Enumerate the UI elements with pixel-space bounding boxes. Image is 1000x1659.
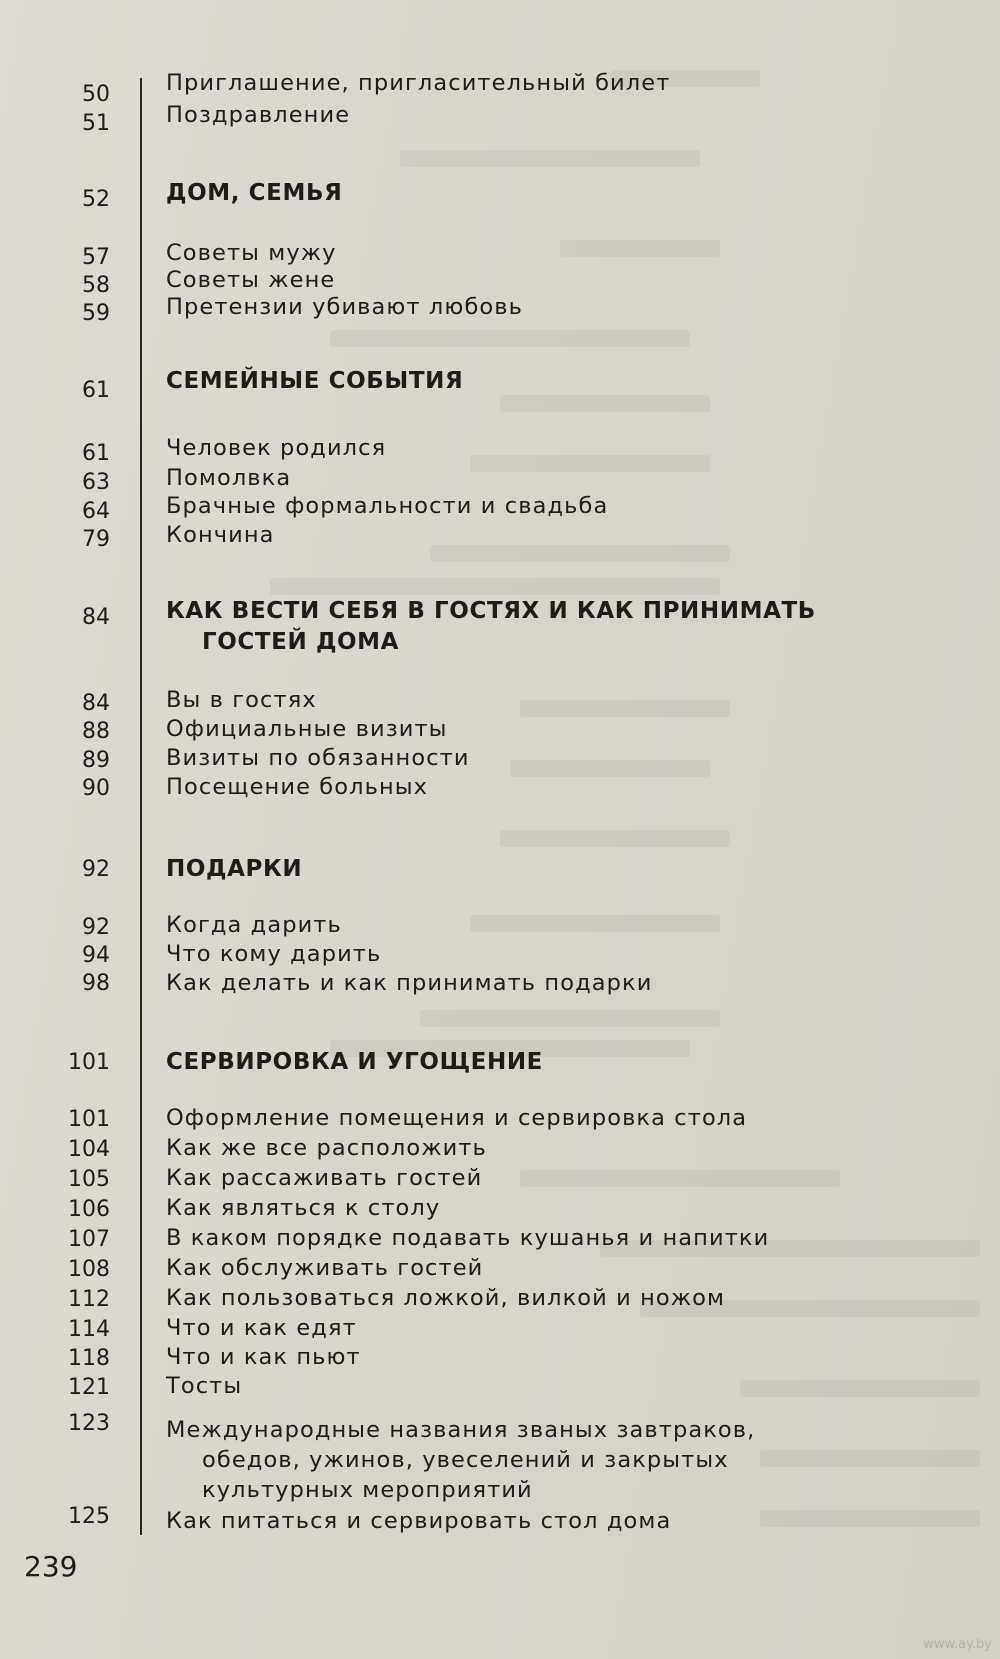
toc-section-heading: СЕМЕЙНЫЕ СОБЫТИЯ bbox=[166, 368, 464, 394]
page-ref: 105 bbox=[68, 1167, 110, 1192]
page-ref: 52 bbox=[82, 187, 110, 212]
page-ref: 114 bbox=[68, 1317, 110, 1342]
page-ref: 118 bbox=[68, 1346, 110, 1371]
page-ref: 51 bbox=[82, 111, 110, 136]
toc-entry: Как питаться и сервировать стол дома bbox=[166, 1508, 672, 1534]
toc-entry: Что кому дарить bbox=[166, 941, 382, 967]
toc-entry: Как рассаживать гостей bbox=[166, 1165, 483, 1191]
toc-entry: Поздравление bbox=[166, 102, 351, 128]
page-ref: 106 bbox=[68, 1197, 110, 1222]
toc-entry: Визиты по обязанности bbox=[166, 745, 470, 771]
toc-entry: Когда дарить bbox=[166, 912, 342, 938]
page-ref: 121 bbox=[68, 1375, 110, 1400]
toc-entry: Как же все расположить bbox=[166, 1135, 487, 1161]
toc-entry: Претензии убивают любовь bbox=[166, 294, 524, 320]
toc-entry: Как делать и как принимать подарки bbox=[166, 970, 653, 996]
page-ref: 58 bbox=[82, 273, 110, 298]
page-ref: 61 bbox=[82, 378, 110, 403]
toc-section-heading: СЕРВИРОВКА И УГОЩЕНИЕ bbox=[166, 1049, 543, 1075]
vertical-rule bbox=[140, 78, 142, 1535]
page-ref: 61 bbox=[82, 441, 110, 466]
toc-entry-continued: обедов, ужинов, увеселений и закрытых bbox=[202, 1447, 729, 1473]
page-ref: 50 bbox=[82, 82, 110, 107]
toc-entry: Приглашение, пригласительный билет bbox=[166, 70, 671, 96]
toc-entry: Помолвка bbox=[166, 465, 292, 491]
page-ref: 104 bbox=[68, 1137, 110, 1162]
toc-entry: В каком порядке подавать кушанья и напитки bbox=[166, 1225, 770, 1251]
toc-entry: Советы мужу bbox=[166, 240, 337, 266]
page-ref: 101 bbox=[68, 1107, 110, 1132]
page-ref: 84 bbox=[82, 605, 110, 630]
page-ref: 92 bbox=[82, 857, 110, 882]
toc-entry: Оформление помещения и сервировка стола bbox=[166, 1105, 748, 1131]
page-ref: 125 bbox=[68, 1504, 110, 1529]
page-ref: 94 bbox=[82, 943, 110, 968]
toc-entry: Советы жене bbox=[166, 267, 336, 293]
page-ref: 89 bbox=[82, 748, 110, 773]
page-ref: 84 bbox=[82, 691, 110, 716]
page-ref: 64 bbox=[82, 499, 110, 524]
page-number: 239 bbox=[24, 1550, 78, 1583]
page-ref: 59 bbox=[82, 301, 110, 326]
toc-entry-continued: культурных мероприятий bbox=[202, 1477, 533, 1503]
toc-entry: Тосты bbox=[166, 1373, 243, 1399]
toc-section-heading: ПОДАРКИ bbox=[166, 856, 303, 882]
page-ref: 88 bbox=[82, 719, 110, 744]
page-ref: 90 bbox=[82, 776, 110, 801]
toc-entry: Брачные формальности и свадьба bbox=[166, 493, 609, 519]
page-ref: 63 bbox=[82, 470, 110, 495]
toc-entry: Официальные визиты bbox=[166, 716, 448, 742]
page-ref: 112 bbox=[68, 1287, 110, 1312]
page-ref: 123 bbox=[68, 1411, 110, 1436]
toc-entry: Человек родился bbox=[166, 435, 387, 461]
page-ref: 79 bbox=[82, 527, 110, 552]
page-ref: 57 bbox=[82, 245, 110, 270]
page-ref: 107 bbox=[68, 1227, 110, 1252]
toc-entry: Международные названия званых завтраков, bbox=[166, 1417, 756, 1443]
toc-section-heading-continued: ГОСТЕЙ ДОМА bbox=[202, 629, 400, 655]
toc-entry: Как обслуживать гостей bbox=[166, 1255, 484, 1281]
toc-section-heading: ДОМ, СЕМЬЯ bbox=[166, 180, 343, 206]
toc-entry: Что и как едят bbox=[166, 1315, 357, 1341]
page-ref: 92 bbox=[82, 915, 110, 940]
page-ref: 98 bbox=[82, 971, 110, 996]
watermark: www.ay.by bbox=[923, 1637, 992, 1652]
toc-entry: Кончина bbox=[166, 522, 275, 548]
toc-entry: Что и как пьют bbox=[166, 1344, 361, 1370]
page-ref: 101 bbox=[68, 1050, 110, 1075]
toc-section-heading: КАК ВЕСТИ СЕБЯ В ГОСТЯХ И КАК ПРИНИМАТЬ bbox=[166, 598, 816, 624]
toc-entry: Посещение больных bbox=[166, 774, 429, 800]
page-ref: 108 bbox=[68, 1257, 110, 1282]
toc-entry: Вы в гостях bbox=[166, 687, 317, 713]
toc-entry: Как являться к столу bbox=[166, 1195, 441, 1221]
toc-entry: Как пользоваться ложкой, вилкой и ножом bbox=[166, 1285, 726, 1311]
